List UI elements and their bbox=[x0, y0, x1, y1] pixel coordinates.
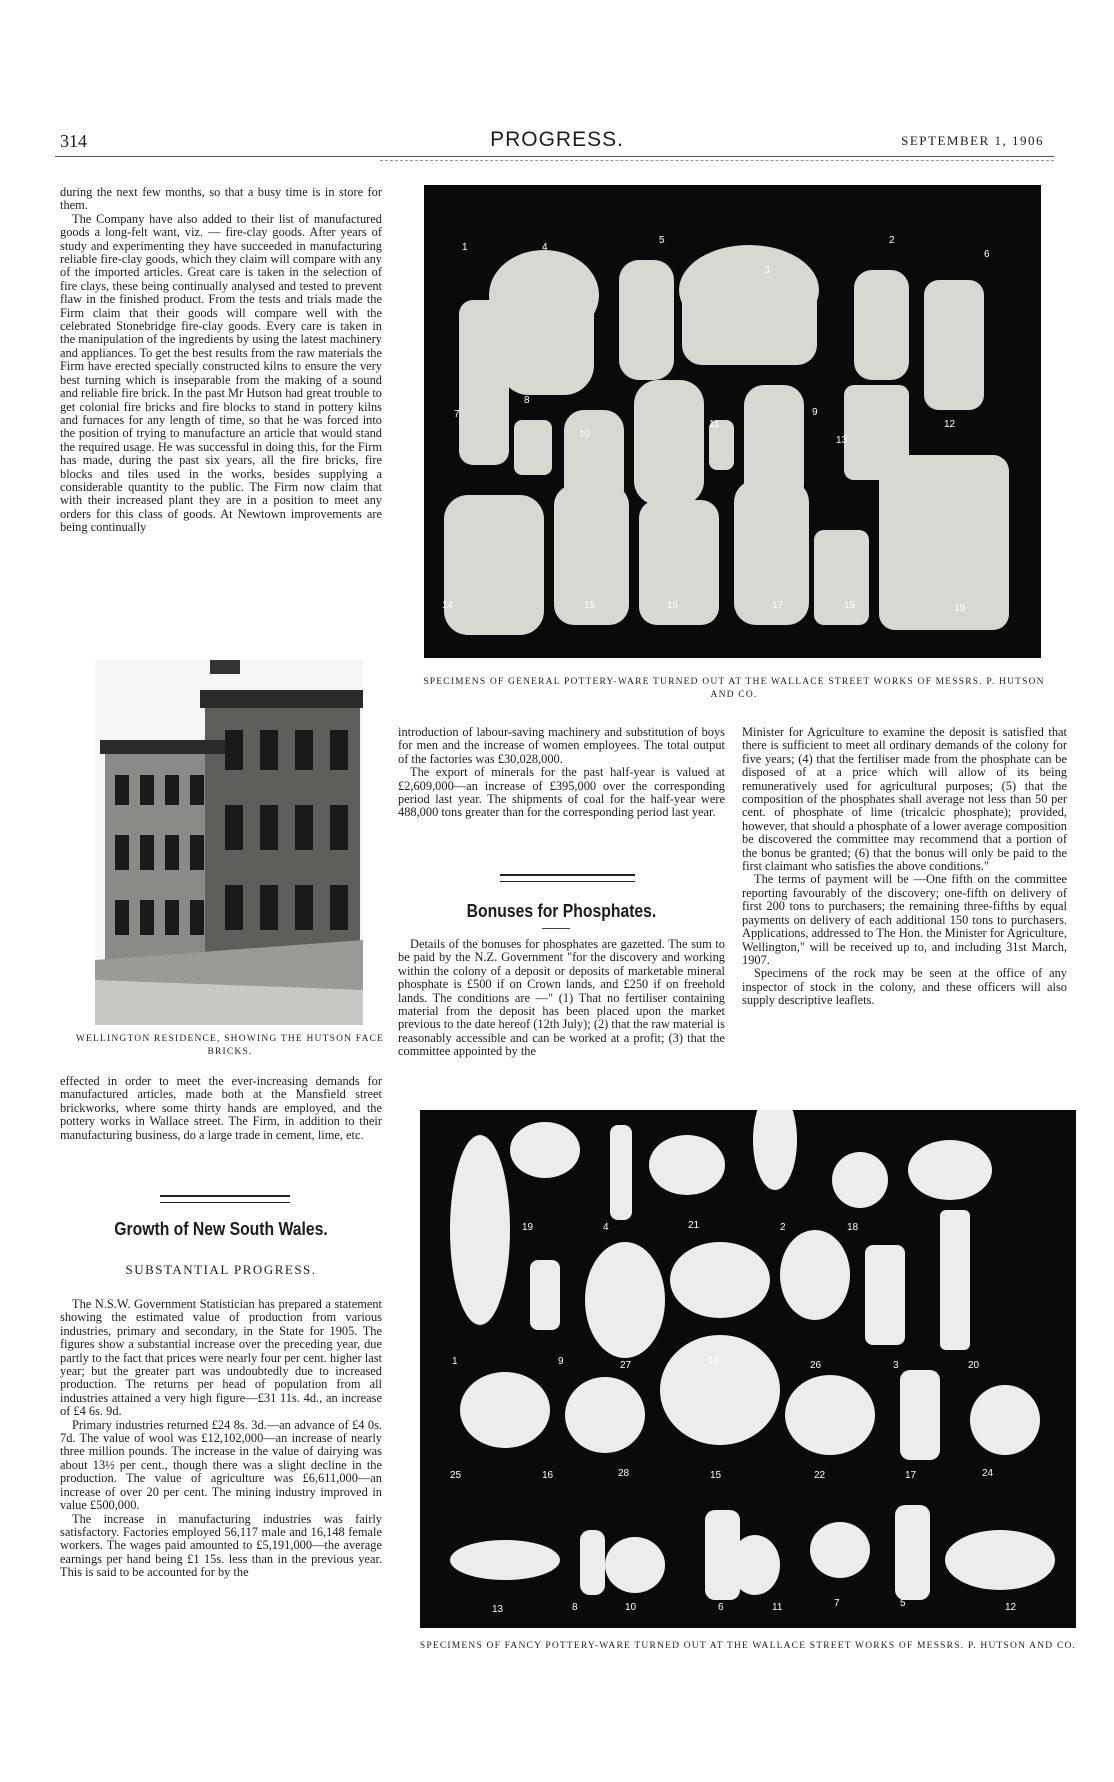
ware-shape bbox=[945, 1530, 1055, 1590]
header-rule-dashed bbox=[380, 160, 1054, 161]
pottery-label: 10 bbox=[579, 429, 591, 440]
ware-shape bbox=[450, 1540, 560, 1580]
ware-shape bbox=[810, 1522, 870, 1578]
ware-shape bbox=[924, 280, 984, 410]
bonuses-article-continued bbox=[742, 726, 1067, 1008]
small-divider bbox=[542, 928, 570, 930]
pottery-label: 11 bbox=[709, 419, 720, 430]
nsw-article-continued bbox=[398, 726, 725, 820]
paragraph: introduction of labour-saving machinery and substitution of boys for men and the increase of women employees. The total output of the factories was £30,028,000. bbox=[398, 725, 725, 766]
ware-shape bbox=[730, 1535, 780, 1595]
fancy-pottery-label: 21 bbox=[688, 1220, 700, 1231]
pottery-label: 14 bbox=[442, 600, 454, 611]
ware-shape bbox=[670, 1242, 770, 1318]
fancy-pottery-label: 11 bbox=[772, 1602, 783, 1613]
residence-caption: WELLINGTON RESIDENCE, SHOWING THE HUTSON FACE BRICKS. bbox=[75, 1034, 385, 1057]
fancy-pottery-label: 2 bbox=[780, 1222, 786, 1233]
paragraph: during the next few months, so that a busy time is in store for them. bbox=[60, 185, 382, 213]
ware-shape bbox=[460, 1372, 550, 1448]
fancy-pottery-label: 20 bbox=[968, 1360, 980, 1371]
general-pottery-photo bbox=[424, 185, 1041, 658]
ware-shape bbox=[900, 1370, 940, 1460]
ware-shape bbox=[682, 280, 817, 365]
paragraph: The increase in manufacturing industries was fairly satisfactory. Factories employed 56,117 male and 16,148 female workers. The wages paid amounted to £5,191,000—the average earnings per hand being £1 15s. less than in the previous year. This is said to be accounted for by the bbox=[60, 1511, 382, 1580]
ware-shape bbox=[634, 380, 704, 505]
fancy-pottery-label: 12 bbox=[1005, 1602, 1017, 1613]
nsw-article bbox=[60, 1298, 382, 1580]
ware-shape bbox=[865, 1245, 905, 1345]
header-rule bbox=[55, 156, 1054, 157]
ware-shape bbox=[514, 420, 552, 475]
ware-shape bbox=[785, 1375, 875, 1455]
paragraph: Minister for Agriculture to examine the deposit is satisfied that there is sufficient to meet all ordinary demands of the colony for five years; (4) that the fertiliser made from the phosphate can be disposed of at a price which will allow of its being remuneratively used for agricultural purposes; (5) that the composition of the phosphates shall average not less than 50 per cent. of phosphate of lime (tricalcic phosphate); provided, however, that should a phosphate of a lower average composition be discovered the committee may recommend that a portion of the bonus be granted; (6) that the bonus will only be paid to the first claimant who satisfies the above conditions." bbox=[742, 725, 1067, 874]
pottery-label: 12 bbox=[944, 419, 956, 430]
ware-shape bbox=[530, 1260, 560, 1330]
pottery-label: 5 bbox=[659, 235, 665, 246]
bonuses-heading: Bonuses for Phosphates. bbox=[466, 900, 657, 921]
ware-shape bbox=[605, 1537, 665, 1593]
pottery-label: 1 bbox=[462, 242, 468, 253]
ware-shape bbox=[450, 1135, 510, 1325]
nsw-subheading: SUBSTANTIAL PROGRESS. bbox=[125, 1262, 317, 1277]
ware-shape bbox=[510, 1122, 580, 1178]
residence-illustration bbox=[95, 660, 363, 1025]
pottery-label: 15 bbox=[584, 600, 596, 611]
paragraph: The export of minerals for the past half-year is valued at £2,609,000—an increase of £395,000 over the corresponding period last year. The shipments of coal for the half-year were 488,000 tons greater than for the corresponding period last year. bbox=[398, 765, 725, 820]
article-hutson-end bbox=[60, 1075, 382, 1142]
pottery-label: 18 bbox=[844, 600, 856, 611]
fancy-pottery-label: 24 bbox=[982, 1468, 994, 1479]
fancy-pottery-label: 19 bbox=[522, 1222, 534, 1233]
fancy-pottery-label: 7 bbox=[834, 1598, 840, 1609]
general-pottery-caption: SPECIMENS OF GENERAL POTTERY-WARE TURNED OUT AT THE WALLACE STREET WORKS OF MESSRS. P. HUTSON AND CO. bbox=[423, 677, 1045, 700]
pottery-illustration bbox=[424, 185, 1041, 658]
fancy-pottery-label: 4 bbox=[603, 1222, 609, 1233]
paragraph: Specimens of the rock may be seen at the office of any inspector of stock in the colony, and these officers will also supply descriptive leaflets. bbox=[742, 966, 1067, 1008]
ware-shape bbox=[649, 1135, 725, 1195]
paragraph: The Company have also added to their list of manufactured goods a long-felt want, viz. — fire-clay goods. After years of study and experimenting they have succeeded in manufacturing reliable fire-clay goods, which they claim will compare with any of the imported articles. Great care is taken in the selection of fire clays, these being continually analysed and tested to prevent flaw in the finished product. From the tests and trials made the Firm claim that their goods will compare well with the celebrated Stonebridge fire-clay goods. Every care is taken in the manipulation of the ingredients by using the latest machinery and appliances. To get the best results from the raw materials the Firm have erected specially constructed kilns to ensure the very best turning which is inseparable from the making of a sound and reliable fire brick. In the past Mr Hutson had great trouble to get colonial fire bricks and fire blocks to stand in pottery kilns and furnaces for any length of time, so that he was forced into the position of trying to manufacture an article that would stand the required usage. He was successful in doing this, for the Firm has made, during the past six years, all the fire bricks, fire blocks and tiles used in the works, besides supplying a considerable quantity to the public. The Firm now claim that with their increased plant they are in a position to meet any orders for this class of goods. At Newtown improvements are being continually bbox=[60, 211, 382, 535]
ware-shape bbox=[444, 495, 544, 635]
fancy-pottery-label: 5 bbox=[900, 1598, 906, 1609]
fancy-pottery-label: 15 bbox=[710, 1470, 722, 1481]
page-title: PROGRESS. bbox=[490, 128, 624, 151]
pottery-label: 2 bbox=[889, 235, 895, 246]
paragraph: Primary industries returned £24 8s. 3d.—an advance of £4 0s. 7d. The value of wool was £12,102,000—an increase of nearly three million pounds. The increase in the value of dairying was about 13½ per cent., though there was a slight decline in the production. The value of agriculture was £6,611,000—an increase of over 20 per cent. The mining industry improved in value £500,000. bbox=[60, 1417, 382, 1513]
ware-shape bbox=[619, 260, 674, 380]
paragraph: The N.S.W. Government Statistician has prepared a statement showing the estimated value of production from various industries, primary and secondary, in the State for 1905. The figures show a substantial increase over the preceding year, due partly to the fact that prices were nearly four per cent. higher last year; but the greater part was undoubtedly due to increased production. The returns per head of population from all industries attained a very high figure—£31 11s. 4d., an increase of £4 6s. 9d. bbox=[60, 1297, 382, 1419]
fancy-pottery-label: 6 bbox=[718, 1602, 724, 1613]
ware-shape bbox=[610, 1125, 632, 1220]
pottery-label: 4 bbox=[542, 242, 548, 253]
fancy-pottery-photo bbox=[420, 1110, 1076, 1628]
ware-shape bbox=[585, 1242, 665, 1358]
fancy-pottery-label: 13 bbox=[492, 1604, 504, 1615]
fancy-pottery-label: 1 bbox=[452, 1356, 458, 1367]
ware-shape bbox=[780, 1230, 850, 1320]
fancy-pottery-label: 8 bbox=[572, 1602, 578, 1613]
fancy-pottery-label: 28 bbox=[618, 1468, 630, 1479]
ware-shape bbox=[970, 1385, 1040, 1455]
pottery-label: 8 bbox=[524, 395, 530, 406]
ware-shape bbox=[879, 455, 1009, 630]
section-divider bbox=[500, 874, 635, 882]
issue-date: SEPTEMBER 1, 1906 bbox=[901, 133, 1044, 148]
ware-shape bbox=[908, 1140, 992, 1200]
page-number: 314 bbox=[60, 131, 87, 151]
pottery-label: 9 bbox=[812, 407, 818, 418]
pottery-label: 3 bbox=[764, 265, 770, 276]
ware-shape bbox=[940, 1210, 970, 1350]
residence-photo bbox=[95, 660, 363, 1025]
ware-shape bbox=[660, 1335, 780, 1445]
ware-shape bbox=[832, 1152, 888, 1208]
ware-shape bbox=[895, 1505, 930, 1600]
fancy-pottery-label: 18 bbox=[847, 1222, 859, 1233]
pottery-label: 16 bbox=[667, 600, 679, 611]
ware-shape bbox=[753, 1110, 797, 1190]
fancy-pottery-illustration bbox=[420, 1110, 1076, 1628]
section-divider bbox=[160, 1195, 290, 1203]
paragraph: Details of the bonuses for phosphates are gazetted. The sum to be paid by the N.Z. Government "for the discovery and working within the colony of a deposit or deposits of marketable mineral phosphate is £500 if on Crown lands, and £250 if on freehold lands. The conditions are —" (1) That no fertiliser containing material from the deposit has been placed upon the market previous to the date hereof (12th July); (2) that the raw material is reasonably accessible and can be worked at a profit; (3) that the committee appointed by the bbox=[398, 937, 725, 1059]
fancy-pottery-label: 17 bbox=[905, 1470, 917, 1481]
ware-shape bbox=[639, 500, 719, 625]
fancy-pottery-label: 27 bbox=[620, 1360, 632, 1371]
paragraph: effected in order to meet the ever-increasing demands for manufactured articles, made both at the Mansfield street brickworks, where some thirty hands are employed, and the pottery works in Wallace street. The Firm, in addition to their manufacturing business, do a large trade in cement, lime, etc. bbox=[60, 1074, 382, 1142]
fancy-pottery-label: 3 bbox=[893, 1360, 899, 1371]
fancy-pottery-label: 25 bbox=[450, 1470, 462, 1481]
fancy-pottery-label: 26 bbox=[810, 1360, 822, 1371]
article-hutson-continued bbox=[60, 186, 382, 535]
fancy-pottery-label: 14 bbox=[708, 1356, 720, 1367]
fancy-pottery-label: 22 bbox=[814, 1470, 826, 1481]
fancy-pottery-caption: SPECIMENS OF FANCY POTTERY-WARE TURNED OUT AT THE WALLACE STREET WORKS OF MESSRS. P. HUTSON AND CO. bbox=[419, 1641, 1077, 1651]
pottery-label: 19 bbox=[954, 603, 966, 614]
ware-shape bbox=[580, 1530, 605, 1595]
ware-shape bbox=[814, 530, 869, 625]
nsw-heading: Growth of New South Wales. bbox=[114, 1218, 328, 1239]
ware-shape bbox=[499, 285, 594, 395]
ware-shape bbox=[565, 1377, 645, 1453]
pottery-label: 17 bbox=[772, 600, 784, 611]
ware-shape bbox=[854, 270, 909, 380]
pottery-label: 13 bbox=[836, 435, 848, 446]
paragraph: The terms of payment will be —One fifth on the committee reporting favourably of the discovery; one-fifth on delivery of first 200 tons to purchasers; the remaining three-fifths by equal payments on delivery of each additional 150 tons to purchasers. Applications, addressed to The Hon. the Minister for Agriculture, Wellington," will be received up to, and including 31st March, 1907. bbox=[742, 872, 1067, 967]
pottery-label: 6 bbox=[984, 249, 990, 260]
fancy-pottery-label: 9 bbox=[558, 1356, 564, 1367]
fancy-pottery-label: 10 bbox=[625, 1602, 637, 1613]
pottery-label: 7 bbox=[454, 409, 460, 420]
bonuses-article bbox=[398, 938, 725, 1059]
fancy-pottery-label: 16 bbox=[542, 1470, 554, 1481]
